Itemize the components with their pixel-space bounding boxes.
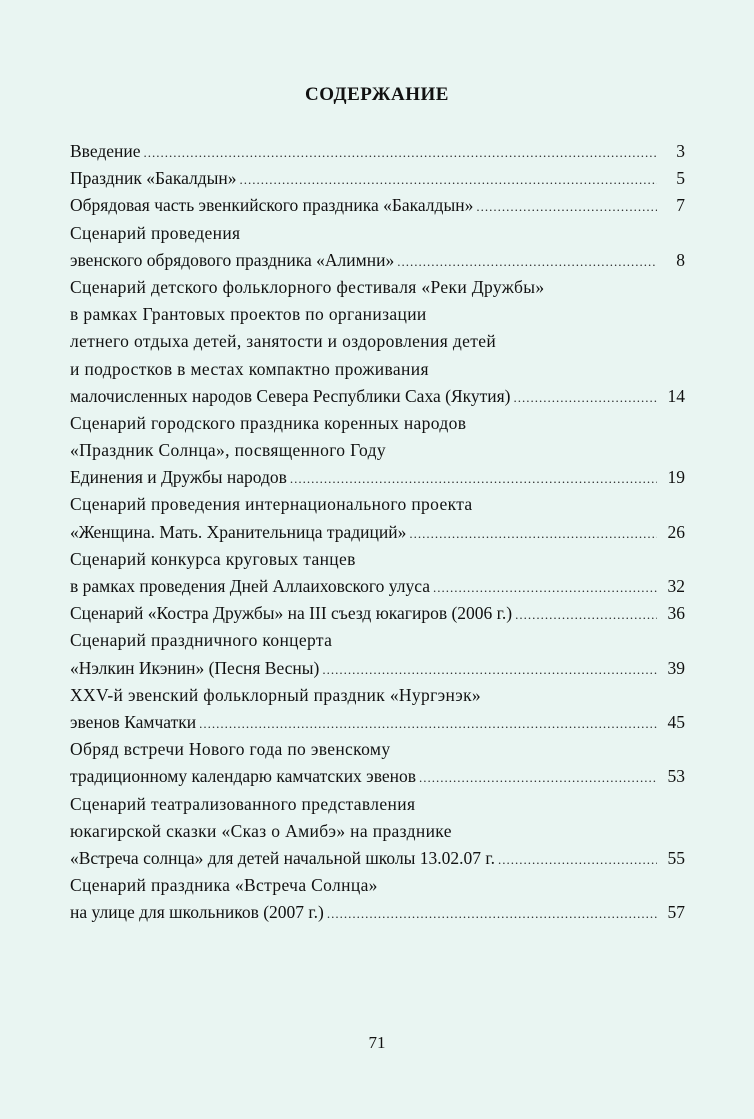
toc-entry-last-line (70, 519, 685, 546)
toc-entry-last-line (70, 600, 685, 627)
toc-entry-line: Сценарий театрализованного представления (70, 793, 416, 814)
dot-leader (498, 846, 657, 873)
toc-entry-last-line (70, 709, 685, 736)
dot-leader (409, 520, 657, 547)
dot-leader (515, 601, 657, 628)
toc-entry[interactable] (70, 491, 685, 545)
toc-entry[interactable] (70, 410, 685, 492)
toc-entry[interactable] (70, 165, 685, 192)
toc-entry-last-line (70, 138, 685, 165)
toc-page-number: 53 (667, 766, 685, 787)
toc-entry-line: XXV-й эвенский фольклорный праздник «Нургэнэк» (70, 684, 482, 705)
page-title: СОДЕРЖАНИЕ (305, 84, 449, 105)
toc-entry-title: «Нэлкин Икэнин» (Песня Весны) (70, 657, 320, 678)
toc-entry-title: Введение (70, 141, 141, 161)
toc-entry[interactable] (70, 192, 685, 219)
toc-entry[interactable] (70, 274, 685, 410)
dot-leader (433, 574, 657, 601)
toc-entry-last-line (70, 899, 685, 926)
toc-entry-last-line (70, 192, 685, 219)
toc-entry-line: «Праздник Солнца», посвященного Году (70, 440, 387, 461)
toc-entry-title: эвенского обрядового праздника «Алимни» (70, 249, 395, 270)
toc-page-number: 5 (676, 168, 685, 189)
dot-leader (397, 248, 657, 275)
toc-entry-last-line (70, 845, 685, 872)
toc-entry-title: Сценарий «Костра Дружбы» на III съезд юкагиров (2006 г.) (70, 603, 513, 624)
toc-entry-last-line (70, 655, 685, 682)
toc-entry-line: Сценарий праздничного концерта (70, 630, 333, 651)
toc-page-number: 55 (667, 847, 685, 868)
toc-entry-line: Сценарий конкурса круговых танцев (70, 548, 356, 569)
toc-page-number: 7 (676, 195, 685, 216)
toc-page-number: 3 (676, 141, 685, 161)
toc-entry-title: традиционному календарю камчатских эвенов (70, 766, 417, 787)
toc-page-number: 57 (667, 902, 685, 923)
toc-entry-title: Обрядовая часть эвенкийского праздника «Бакалдын» (70, 195, 474, 216)
page-number: 71 (368, 1033, 386, 1052)
dot-leader (240, 166, 658, 193)
toc-entry-last-line (70, 383, 685, 410)
toc-entry-title: Единения и Дружбы народов (70, 467, 287, 488)
toc-entry-line: Сценарий городского праздника коренных народов (70, 412, 467, 433)
toc-page-number: 14 (667, 385, 685, 406)
toc-entry-line: летнего отдыха детей, занятости и оздоровления детей (70, 331, 497, 352)
toc-page-number: 8 (676, 249, 685, 270)
toc-entry-title: «Встреча солнца» для детей начальной школы 13.02.07 г. (70, 847, 496, 868)
toc-entry-last-line (70, 165, 685, 192)
dot-leader (327, 900, 657, 927)
dot-leader (514, 384, 657, 411)
dot-leader (144, 139, 657, 166)
toc-page-number: 19 (667, 467, 685, 488)
toc-entry[interactable] (70, 600, 685, 627)
toc-entry-title: на улице для школьников (2007 г.) (70, 902, 324, 923)
toc-entry[interactable] (70, 546, 685, 600)
toc-entry[interactable] (70, 627, 685, 681)
toc-entry[interactable] (70, 138, 685, 165)
toc-entry[interactable] (70, 872, 685, 926)
dot-leader (290, 465, 657, 492)
toc-entry-title: Праздник «Бакалдын» (70, 168, 237, 189)
toc-page-number: 36 (667, 603, 685, 624)
toc-entry-last-line (70, 464, 685, 491)
dot-leader (199, 710, 657, 737)
toc-entry[interactable] (70, 220, 685, 274)
dot-leader (476, 193, 657, 220)
toc-page-number: 45 (667, 711, 685, 732)
toc-entry-line: Сценарий проведения (70, 222, 241, 243)
toc-entry-last-line (70, 763, 685, 790)
toc-entry-line: Сценарий детского фольклорного фестиваля «Реки Дружбы» (70, 276, 545, 297)
toc-entry-last-line (70, 573, 685, 600)
toc-entry-title: малочисленных народов Севера Республики Саха (Якутия) (70, 385, 511, 406)
toc-entry-title: «Женщина. Мать. Хранительница традиций» (70, 521, 407, 542)
toc-entry-last-line (70, 247, 685, 274)
toc-entry-line: Сценарий праздника «Встреча Солнца» (70, 875, 378, 896)
dot-leader (322, 656, 657, 683)
toc-entry-title: в рамках проведения Дней Аллаиховского улуса (70, 576, 430, 596)
toc-page-number: 32 (667, 576, 685, 596)
toc-entry[interactable] (70, 682, 685, 736)
toc-entry-title: эвенов Камчатки (70, 711, 197, 732)
toc-entry-line: Сценарий проведения интернационального проекта (70, 494, 473, 515)
toc-entry-line: и подростков в местах компактно проживания (70, 358, 429, 379)
toc-entry[interactable] (70, 791, 685, 873)
toc-page-number: 26 (667, 521, 685, 542)
table-of-contents (70, 138, 685, 926)
toc-entry[interactable] (70, 736, 685, 790)
toc-page-number: 39 (667, 657, 685, 678)
toc-entry-line: юкагирской сказки «Сказ о Амибэ» на празднике (70, 820, 452, 841)
toc-entry-line: Обряд встречи Нового года по эвенскому (70, 739, 391, 760)
toc-entry-line: в рамках Грантовых проектов по организации (70, 304, 427, 325)
dot-leader (419, 764, 657, 791)
